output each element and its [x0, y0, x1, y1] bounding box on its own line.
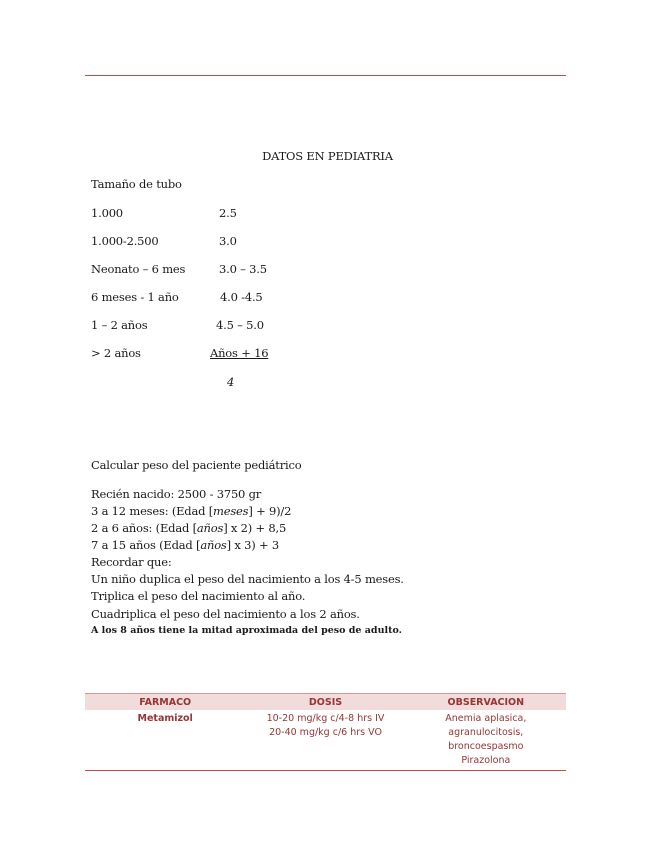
tube-row-label: 1 – 2 años: [91, 318, 148, 332]
page-title: DATOS EN PEDIATRIA: [262, 149, 393, 163]
tube-row-label: > 2 años: [91, 346, 141, 360]
header-observacion: OBSERVACION: [447, 696, 525, 708]
remember-line: Un niño duplica el peso del nacimiento a los 4-5 meses.: [91, 572, 404, 586]
tube-row-value: 4.0 -4.5: [220, 290, 263, 304]
weight-formula-months: 3 a 12 meses: (Edad [meses] + 9)/2: [91, 504, 292, 518]
table-row: [85, 710, 566, 771]
tube-row-value: 3.0 – 3.5: [219, 262, 267, 276]
drug-table: [85, 693, 566, 771]
weight-formula-7-15: 7 a 15 años (Edad [años] x 3) + 3: [91, 538, 279, 552]
tube-row-value: 4.5 – 5.0: [216, 318, 264, 332]
tube-row-label: 1.000: [91, 206, 123, 220]
remember-label: Recordar que:: [91, 555, 172, 569]
cell-dosis: 10-20 mg/kg c/4-8 hrs IV 20-40 mg/kg c/6 hrs VO: [266, 713, 385, 738]
tube-row-value: 3.0: [219, 234, 237, 248]
remember-line: Cuadriplica el peso del nacimiento a los 2 años.: [91, 607, 360, 621]
weight-newborn: Recién nacido: 2500 - 3750 gr: [91, 487, 262, 501]
cell-observacion: Anemia aplasica, agranulocitosis, broncoespasmo Pirazolona: [445, 713, 527, 766]
header-dosis: DOSIS: [308, 696, 343, 708]
weight-heading: Calcular peso del paciente pediátrico: [91, 458, 302, 472]
tube-row-label: 1.000-2.500: [91, 234, 159, 248]
header-farmaco: FARMACO: [139, 696, 192, 708]
tube-row-value: 2.5: [219, 206, 237, 220]
cell-farmaco: Metamizol: [137, 713, 193, 724]
header-rule: [85, 75, 566, 76]
tube-heading: Tamaño de tubo: [91, 177, 182, 191]
tube-row-label: Neonato – 6 mes: [91, 262, 186, 276]
tube-row-label: 6 meses - 1 año: [91, 290, 179, 304]
table-header: [85, 693, 566, 710]
formula-numerator: Años + 16: [210, 346, 269, 360]
remember-line: Triplica el peso del nacimiento al año.: [91, 589, 306, 603]
formula-denominator: 4: [227, 375, 235, 389]
remember-line: A los 8 años tiene la mitad aproximada del peso de adulto.: [91, 625, 402, 636]
weight-formula-2-6: 2 a 6 años: (Edad [años] x 2) + 8,5: [91, 521, 287, 535]
